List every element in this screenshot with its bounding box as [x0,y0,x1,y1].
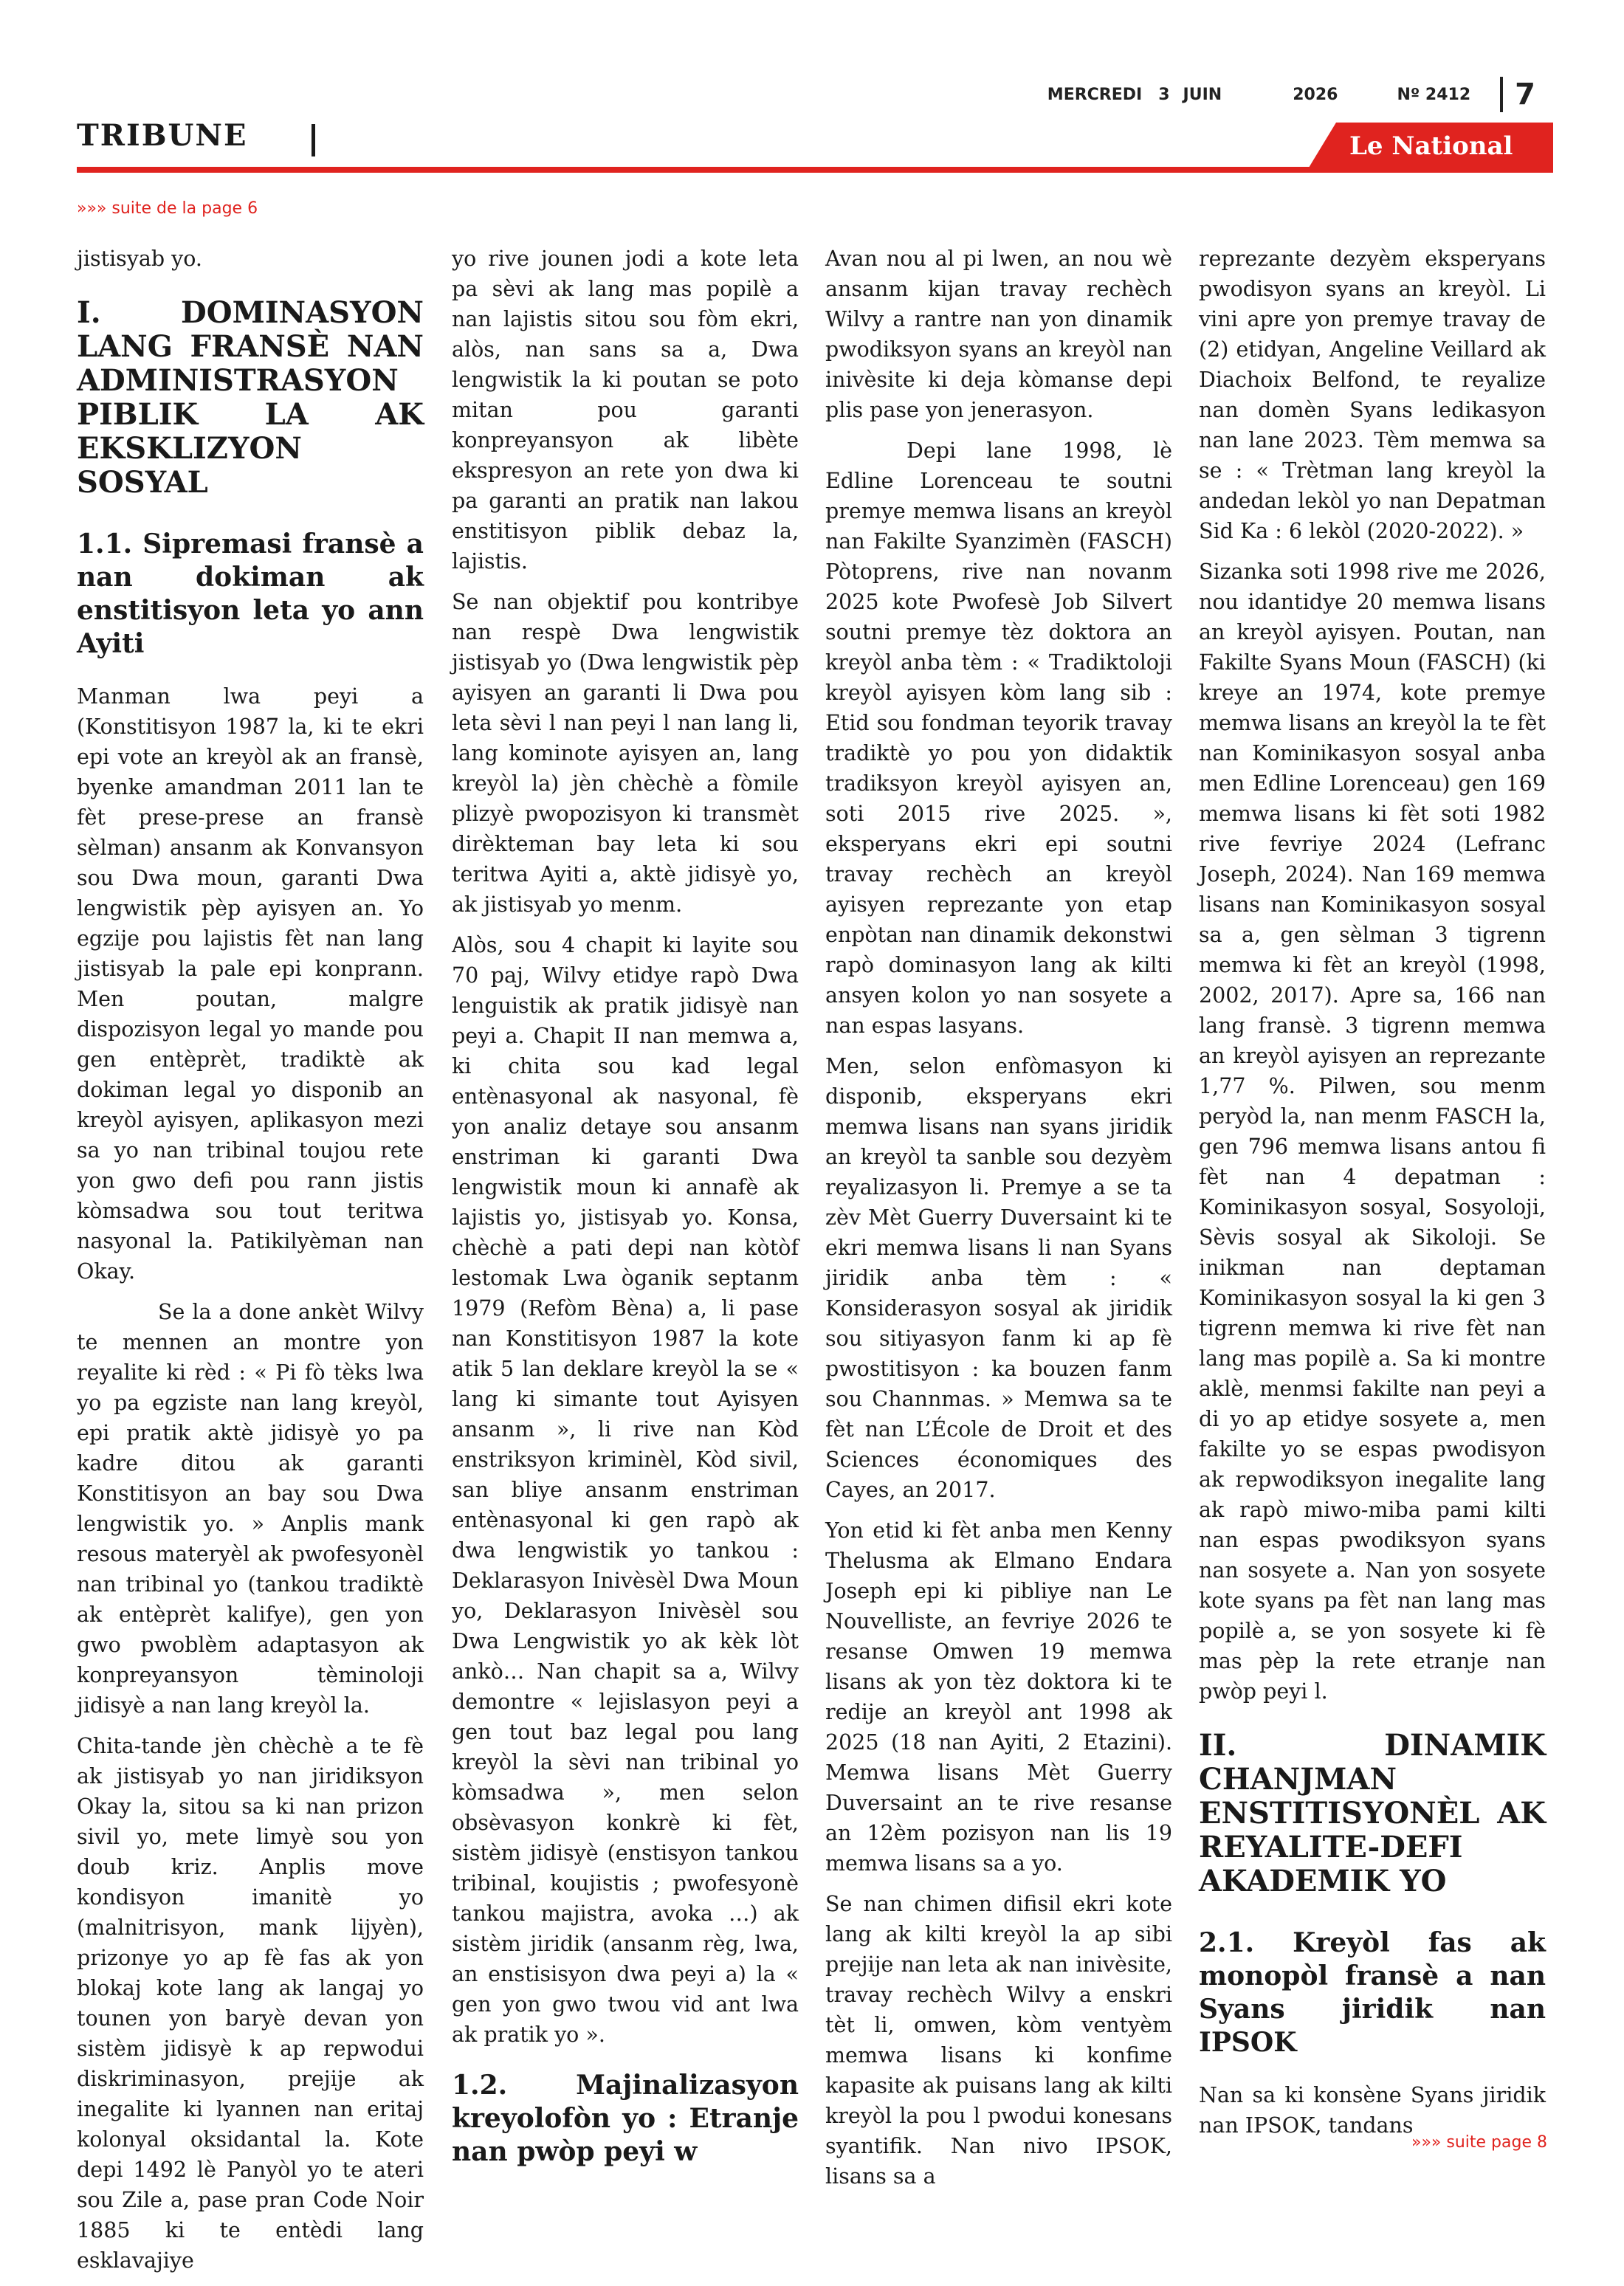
issue-year: 2026 [1293,85,1338,104]
paragraph: Alòs, sou 4 chapit ki layite sou 70 paj, Wilvy etidye rapò Dwa lenguistik ak pratik jidisyè nan peyi a. Chapit II nan memwa a, ki chita sou kad legal entènasyonal ak nasyonal, fè yon analiz detaye sou ansanm enstriman ki garanti Dwa lengwistik moun ki annafè ak lajistis yo, jistisyab yo. Konsa, chèchè a pati depi nan kòtòf lestomak Lwa òganik septanm 1979 (Refòm Bèna) a, li pase nan Konstitisyon 1987 la kote atik 5 lan deklare kreyòl la se « lang ki simante tout Ayisyen ansanm », li rive nan Kòd enstriksyon kriminèl, Kòd sivil, san bliye ansanm enstriman entènasyonal ki gen rapò ak dwa lengwistik yo tankou : Deklarasyon Inivèsèl Dwa Moun yo, Deklarasyon Inivèsèl sou Dwa Lengwistik yo ak kèk lòt ankò… Nan chapit sa a, Wilvy demontre « lejislasyon peyi a gen tout baz legal pou lang kreyòl la sèvi nan tribinal yo kòmsadwa », men selon obsèvasyon konkrè ki fèt, sistèm jidisyè (enstisyon tankou tribinal, koujistis ; pwofesyonè tankou majistra, avoka …) ak sistèm jiridik (ansanm règ, lwa, an enstisisyon dwa peyi a) la « gen yon gwo twou vid ant lwa ak pratik yo ». [452,933,799,2047]
paragraph: yo rive jounen jodi a kote leta pa sèvi ak lang mas popilè a nan lajistis sitou sou fòm ekri, alòs, nan sans sa a, Dwa lengwistik la ki poutan se poto mitan pou garanti konpreyansyon ak libète ekspresyon an rete yon dwa ki pa garanti an pratik nan lakou enstitisyon piblik debaz la, lajistis. [452,247,799,574]
section-title: TRIBUNE [77,118,248,153]
subsection-heading: 2.1. Kreyòl fas ak monopòl fransè a nan Syans jiridik nan IPSOK [1199,1927,1546,2058]
paragraph: Se nan objektif pou kontribye nan respè Dwa lengwistik jistisyab yo (Dwa lengwistik pèp ayisyen an garanti li Dwa pou leta sèvi l nan peyi l nan lang li, lang kominote ayisyen an, lang kreyòl la) jèn chèchè a fòmile plizyè pwopozisyon ki transmèt dirèkteman bay leta ki sou teritwa Ayiti a, aktè jidisyè yo, ak jistisyab yo menm. [452,590,799,917]
section-divider [312,124,315,156]
paragraph: jistisyab yo. [77,247,202,271]
paragraph: Men, selon enfòmasyon ki disponib, eksperyans ekri memwa lisans nan syans jiridik an kreyòl ta sanble sou dezyèm reyalizasyon li. Premye a se ta zèv Mèt Guerry Duversaint ki te ekri memwa lisans li nan Syans jiridik anba tèm : « Konsiderasyon sosyal ak jiridik sou sitiyasyon fanm ki ap fè pwostitisyon : ka bouzen fanm sou Channmas. » Memwa sa te fèt nan L’École de Droit et des Sciences économiques des Cayes, an 2017. [825,1054,1172,1502]
article-column-3 [825,244,1172,2202]
subsection-heading: 1.2. Majinalizasyon kreyolofòn yo : Etranje nan pwòp peyi w [452,2070,799,2167]
issue-month: JUIN [1183,85,1222,104]
page-number: 7 [1515,78,1535,111]
meta-divider [1500,77,1503,112]
article-column-1 [77,244,424,2286]
issue-day: MERCREDI [1047,85,1143,104]
paragraph: Manman lwa peyi a (Konstitisyon 1987 la, ki te ekri epi vote an kreyòl ak an fransè, byenke amandman 2011 lan te fèt prese-prese an fransè sèlman) ansanm ak Konvansyon sou Dwa moun, garanti Dwa lengwistik pèp ayisyen an. Yo egzije pou lajistis fèt nan lang jistisyab la pale epi konprann. Men poutan, malgre dispozisyon legal yo mande pou gen entèprèt, tradiktè ak dokiman legal yo disponib an kreyòl ayisyen, aplikasyon mezi sa yo nan tribinal toujou rete yon gwo defi pou rann jistis kòmsadwa sou tout teritwa nasyonal la. Patikilyèman nan Okay. [77,684,424,1284]
continued-to: »»» suite page 8 [1411,2133,1547,2152]
paragraph: Se la a done ankèt Wilvy te mennen an montre yon reyalite ki rèd : « Pi fò tèks lwa yo pa egziste nan lang kreyòl, epi pratik aktè jidisyè yo pa kadre ditou ak garanti Konstitisyon an bay sou Dwa lengwistik yo. » Anplis mank resous materyèl ak pwofesyonèl nan tribinal yo (tankou tradiktè ak entèprèt kalifye), gen yon gwo pwoblèm adaptasyon ak konpreyansyon tèminoloji jidisyè a nan lang kreyòl la. [77,1300,424,1718]
issue-date: 3 [1158,85,1170,104]
section-heading: I. DOMINASYON LANG FRANSÈ NAN ADMINISTRASYON PIBLIK LA AK EKSKLIZYON SOSYAL [77,295,424,500]
newspaper-brand: Le National [1349,131,1513,161]
paragraph: reprezante dezyèm eksperyans pwodisyon syans an kreyòl. Li vini apre yon premye travay de (2) etidyan, Angeline Veillard ak Diachoix Belfond, te reyalize nan domèn Syans ledikasyon nan lane 2023. Tèm memwa sa se : « Trètman lang kreyòl la andedan lekòl yo nan Depatman Sid Ka : 6 lekòl (2020-2022). » [1199,247,1546,543]
continued-from: »»» suite de la page 6 [77,199,258,218]
article-column-2 [452,244,799,2189]
paragraph: Chita-tande jèn chèchè a te fè ak jistisyab yo nan jiridiksyon Okay la, sitou sa ki nan prizon sivil yo, mete limyè sou yon doub kriz. Anplis move kondisyon imanitè yo (malnitrisyon, mank lijyèn), prizonye yo ap fè fas ak yon blokaj kote lang ak langaj yo tounen yon baryè devan yon sistèm jidisyè k ap repwodui diskriminasyon, prejije ak inegalite ki lyannen nan eritaj kolonyal oksidantal la. Kote depi 1492 lè Panyòl yo te ateri sou Zile a, pase pran Code Noir 1885 ki te entèdi lang esklavajiye [77,1734,424,2273]
issue-number: Nº 2412 [1397,85,1471,104]
paragraph: Nan sa ki konsène Syans jiridik nan IPSOK, tandans [1199,2083,1546,2138]
article-column-4 [1199,244,1546,2151]
paragraph: Depi lane 1998, lè Edline Lorenceau te soutni premye memwa lisans an kreyòl nan Fakilte Syanzimèn (FASCH) Pòtoprens, rive nan novanm 2025 kote Pwofesè Job Silvert soutni premye tèz doktora an kreyòl anba tèm : « Tradiktoloji kreyòl ayisyen kòm lang sib : Etid sou fondman teyorik travay tradiktè yo pou yon didaktik tradiksyon kreyòl ayisyen an, soti 2015 rive 2025. », eksperyans ekri epi soutni travay rechèch an kreyòl ayisyen reprezante yon etap enpòtan nan dinamik dekonstwi rapò dominasyon lang ak kilti ansyen kolon yo nan sosyete a nan espas lasyans. [825,438,1172,1038]
issue-meta [1047,77,1535,112]
subsection-heading: 1.1. Sipremasi fransè a nan dokiman ak enstitisyon leta yo ann Ayiti [77,529,424,659]
paragraph: Se nan chimen difisil ekri kote lang ak kilti kreyòl la ap sibi prejije nan leta ak nan inivèsite, travay rechèch Wilvy a enskri tèt li, omwen, kòm ventyèm memwa lisans ki konfime kapasite ak puisans lang ak kilti kreyòl la pou l pwodui konesans syantifik. Nan nivo IPSOK, lisans sa a [825,1892,1172,2189]
paragraph: Yon etid ki fèt anba men Kenny Thelusma ak Elmano Endara Joseph epi ki pibliye nan Le Nouvelliste, an fevriye 2026 te resanse Omwen 19 memwa lisans ak yon tèz doktora ki te redije an kreyòl ant 1998 ak 2025 (18 nan Ayiti, 2 Etazini). Memwa lisans Mèt Guerry Duversaint an te rive resanse an 12èm pozisyon nan lis 19 memwa lisans sa a yo. [825,1518,1172,1876]
section-heading: II. DINAMIK CHANJMAN ENSTITISYONÈL AK REYALITE-DEFI AKADEMIK YO [1199,1728,1546,1898]
paragraph: Avan nou al pi lwen, an nou wè ansanm kijan travay rechèch Wilvy a rantre nan yon dinamik pwodiksyon syans an kreyòl nan inivèsite ki deja kòmanse depi plis pase yon jenerasyon. [825,247,1172,422]
paragraph: Sizanka soti 1998 rive me 2026, nou idantidye 20 memwa lisans an kreyòl ayisyen. Poutan, nan Fakilte Syans Moun (FASCH) (ki kreye an 1974, kote premye memwa lisans an kreyòl la te fèt nan Kominikasyon sosyal anba men Edline Lorenceau) gen 169 memwa lisans ki fèt soti 1982 rive fevriye 2024 (Lefranc Joseph, 2024). Nan 169 memwa lisans nan Kominikasyon sosyal sa a, gen sèlman 3 tigrenn memwa ki fèt an kreyòl (1998, 2002, 2017). Apre sa, 166 nan lang fransè. 3 tigrenn memwa an kreyòl ayisyen an reprezante 1,77 %. Pilwen, sou menm peryòd la, nan menm FASCH la, gen 796 memwa lisans antou fi fèt nan 4 depatman : Kominikasyon sosyal, Sosyoloji, Sèvis sosyal ak Sikoloji. Se inikman nan deptaman Kominikasyon sosyal la ki gen 3 tigrenn memwa ki rive fèt nan lang mas popilè a. Sa ki montre aklè, menmsi fakilte nan peyi a di yo ap etidye sosyete a, men fakilte yo se espas pwodisyon ak repwodiksyon inegalite lang ak rapò miwo-miba pami kilti nan espas pwodiksyon syans nan sosyete a. Nan yon sosyete kote syans pa fèt nan lang mas popilè a, se yon sosyete ki fè mas pèp la rete etranje nan pwòp peyi l. [1199,560,1546,1704]
